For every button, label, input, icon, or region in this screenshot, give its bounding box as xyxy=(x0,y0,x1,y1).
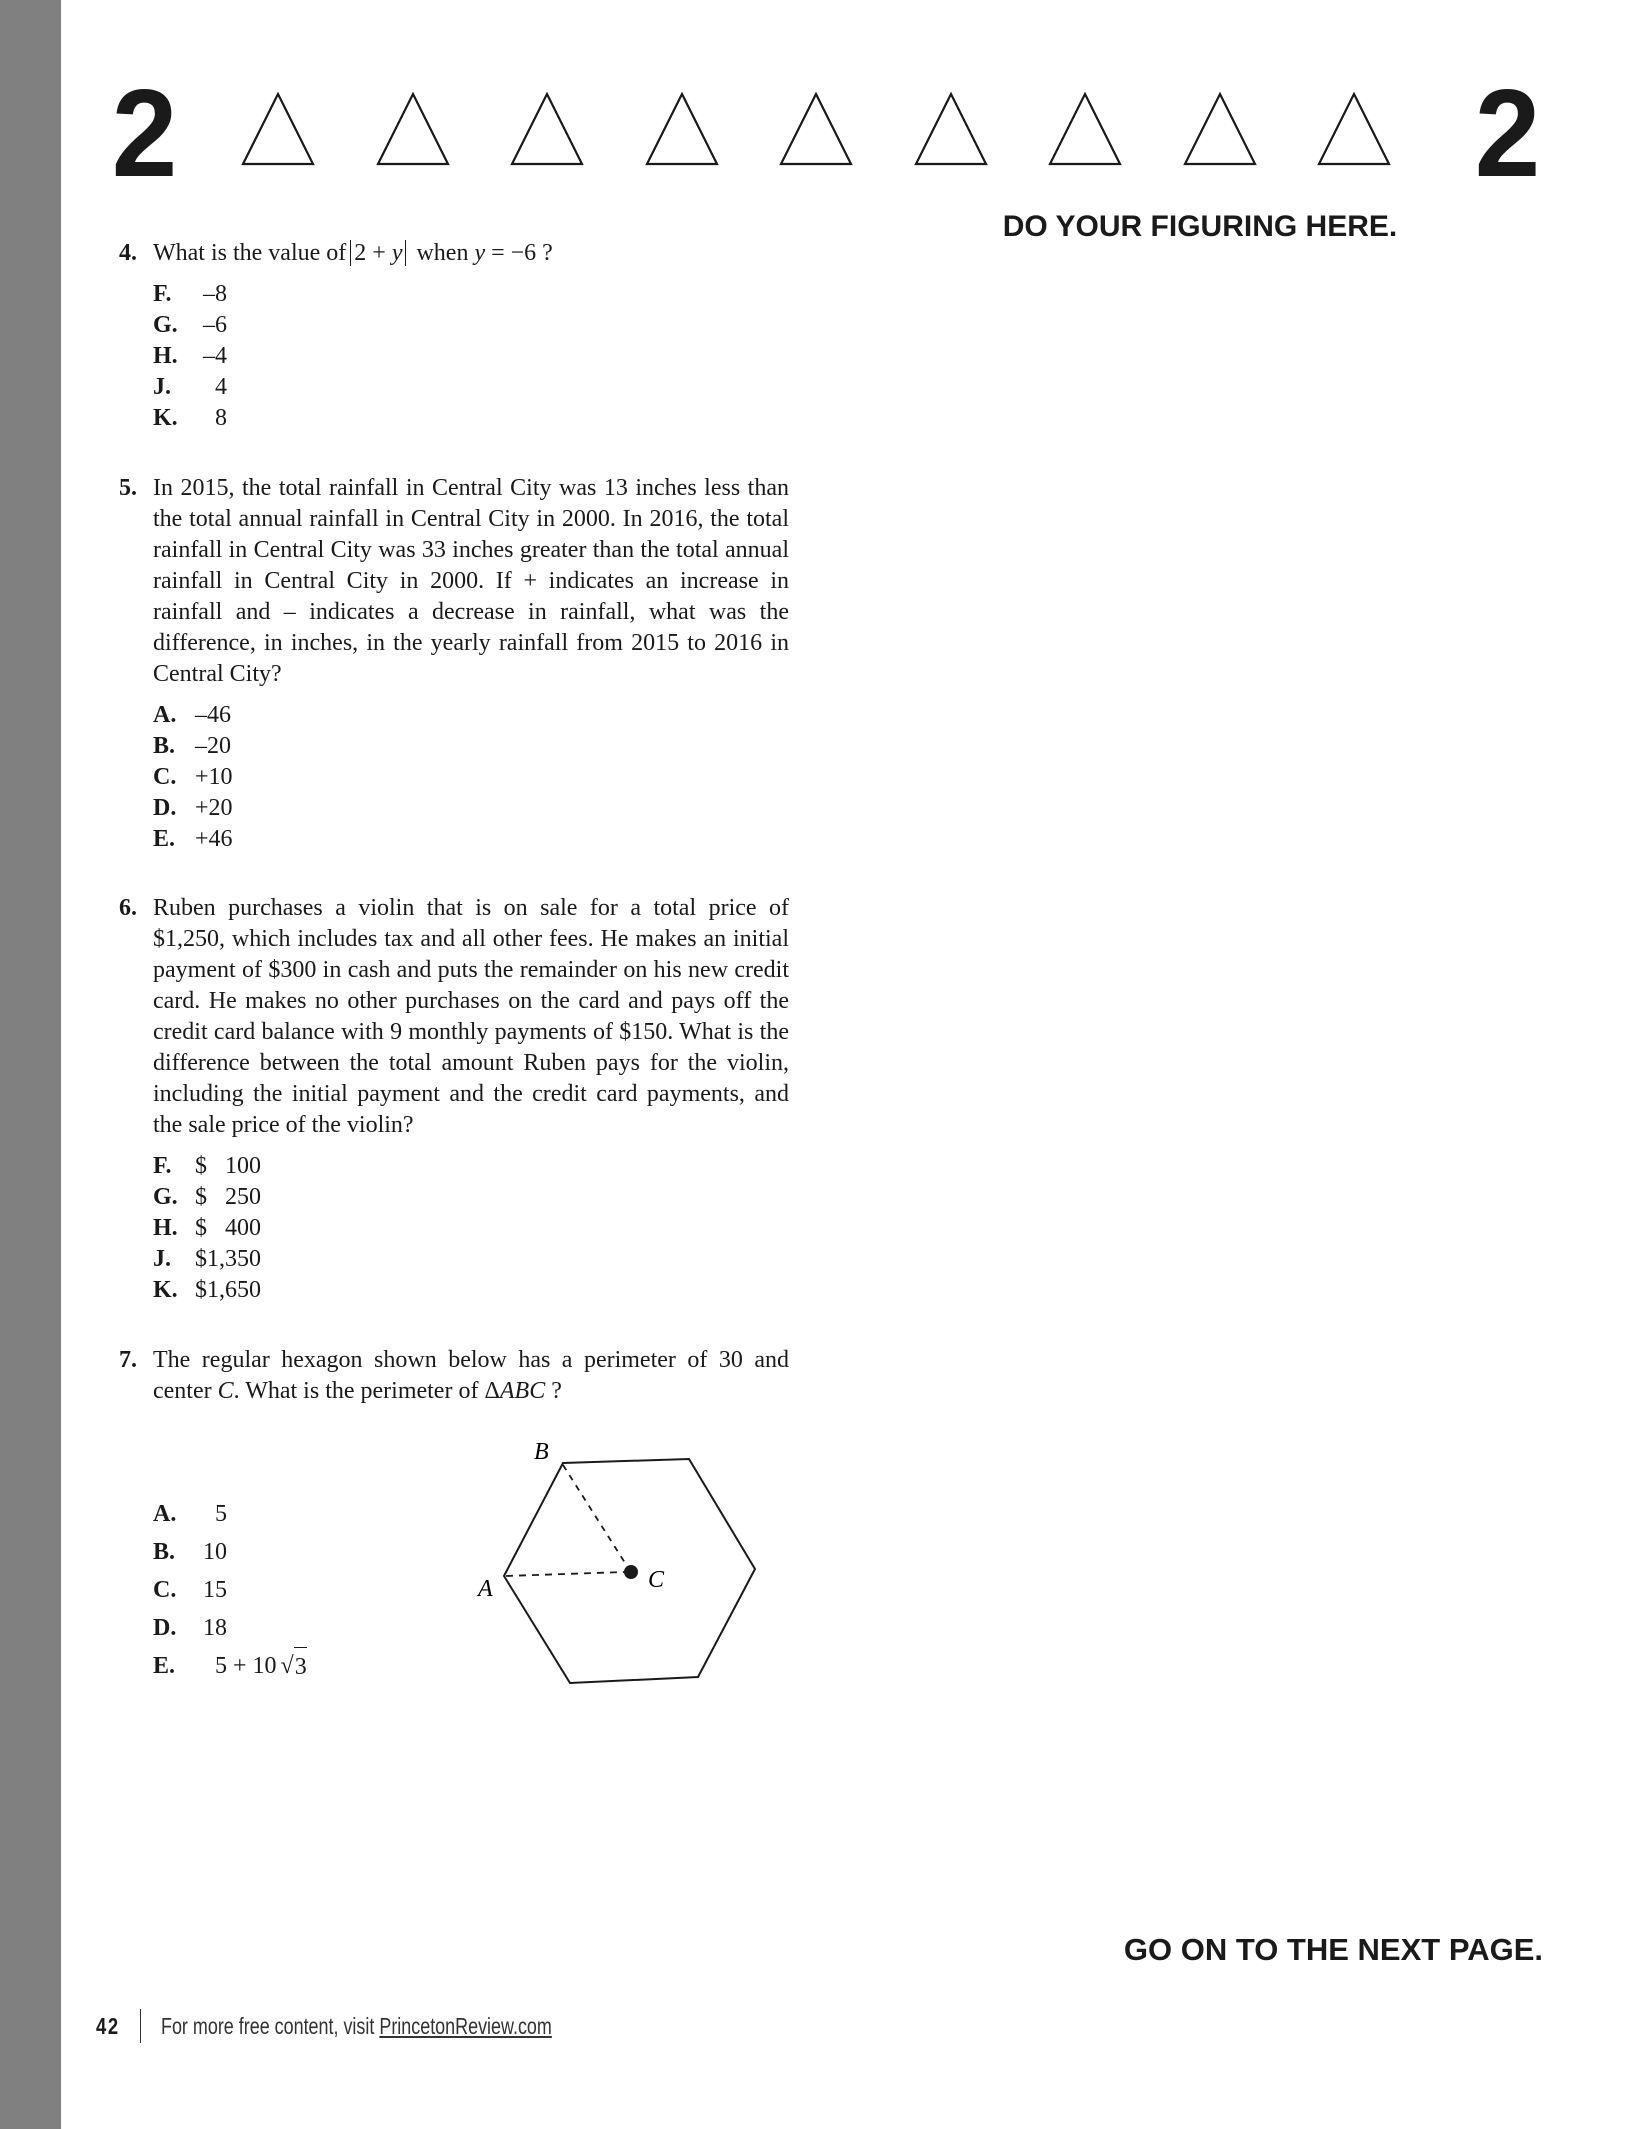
choice-value: –4 xyxy=(203,343,227,369)
footer-divider xyxy=(140,2009,141,2043)
answer-choice[interactable]: E. 5 + 10 √ 3 xyxy=(153,1647,789,1685)
choice-label: D. xyxy=(153,1615,177,1641)
question-number: 5. xyxy=(119,475,137,501)
choice-value: 10 xyxy=(203,1539,227,1565)
choice-label: K. xyxy=(153,405,178,431)
text: . What is the perimeter of Δ xyxy=(233,1378,500,1404)
choice-value: 15 xyxy=(203,1577,227,1603)
question-number: 6. xyxy=(119,895,137,921)
text: = −6 ? xyxy=(491,240,553,266)
label-c: C xyxy=(648,1567,665,1593)
choice-value: +10 xyxy=(195,764,233,790)
question-text: Ruben purchases a violin that is on sale for a total price of $1,250, which includes tax and all other fees. He makes an initial payment of $300 in cash and puts the remainder on his new credit card. He makes no other purchases on the card and pays off the credit card balance with 9 monthly payments of $150. What is the difference between the total amount Ruben pays for the violin, including the initial payment and the credit card payments, and the sale price of the violin? xyxy=(153,895,789,1138)
figuring-note: DO YOUR FIGURING HERE. xyxy=(1002,210,1398,243)
choice-value: 4 xyxy=(215,374,227,400)
question-text: In 2015, the total rainfall in Central City was 13 inches less than the total annual rainfall in Central City in 2000. In 2016, the total rainfall in Central City was 33 inches greater than the total annual rainfall in Central City in 2000. If + indicates an increase in rainfall and – indicates a decrease in rainfall, what was the difference, in inches, in the yearly rainfall from 2015 to 2016 in Central City? xyxy=(153,475,789,687)
text: when xyxy=(416,240,469,266)
expr: 2 + xyxy=(354,240,392,266)
text: ? xyxy=(545,1378,562,1404)
expr-var: y xyxy=(391,240,403,266)
center-point xyxy=(624,1565,638,1579)
label-a: A xyxy=(478,1576,493,1602)
choice-value: 18 xyxy=(203,1615,227,1641)
question-number: 7. xyxy=(119,1347,137,1373)
choice-label: D. xyxy=(153,795,177,821)
choice-label: K. xyxy=(153,1277,178,1303)
section-number-right: 2 xyxy=(1474,65,1541,203)
choice-value: –6 xyxy=(203,312,227,338)
choice-value: +20 xyxy=(195,795,233,821)
choice-value: $ 250 xyxy=(195,1184,261,1210)
choice-value: 8 xyxy=(215,405,227,431)
choice-label: A. xyxy=(153,1501,177,1527)
choice-value: $1,350 xyxy=(195,1246,261,1272)
choice-label: G. xyxy=(153,1184,178,1210)
choice-label: C. xyxy=(153,1577,177,1603)
text: The regular hexagon shown below has a perimeter of 30 and center xyxy=(153,1347,789,1404)
footer-text xyxy=(161,2013,552,2040)
choice-value: $1,650 xyxy=(195,1277,261,1303)
choice-label: E. xyxy=(153,1653,176,1679)
section-number-left: 2 xyxy=(111,65,178,203)
choice-label: F. xyxy=(153,1153,172,1179)
choice-label: H. xyxy=(153,343,178,369)
choice-value: –20 xyxy=(195,733,231,759)
princeton-review-link[interactable]: PrincetonReview.com xyxy=(378,2012,552,2039)
choice-value: –46 xyxy=(195,702,231,728)
footer xyxy=(96,2010,662,2042)
choice-label: B. xyxy=(153,733,176,759)
choice-label: B. xyxy=(153,1539,176,1565)
radicand: 3 xyxy=(294,1647,307,1685)
page-number: 42 xyxy=(96,2012,120,2039)
choice-label: J. xyxy=(153,374,171,400)
choice-label: G. xyxy=(153,312,178,338)
choice-label: F. xyxy=(153,281,172,307)
choice-value: –8 xyxy=(203,281,227,307)
choice-value: $ 400 xyxy=(195,1215,261,1241)
choice-value: +46 xyxy=(195,826,233,852)
choice-value: 5 + 10 xyxy=(215,1653,277,1679)
choice-label: A. xyxy=(153,702,177,728)
text: What is the value of xyxy=(153,240,347,266)
choice-label: E. xyxy=(153,826,176,852)
segment-bc xyxy=(563,1465,627,1566)
choice-label: H. xyxy=(153,1215,178,1241)
choice-value: 5 xyxy=(215,1501,227,1527)
go-on-note: GO ON TO THE NEXT PAGE. xyxy=(1123,1932,1543,1967)
var: ABC xyxy=(499,1378,546,1404)
question-number: 4. xyxy=(119,240,137,266)
var: C xyxy=(217,1378,234,1404)
choice-value: $ 100 xyxy=(195,1153,261,1179)
var: y xyxy=(474,240,486,266)
label-b: B xyxy=(534,1439,549,1465)
choice-label: J. xyxy=(153,1246,171,1272)
footer-label: For more free content, visit xyxy=(160,2012,379,2039)
choice-label: C. xyxy=(153,764,177,790)
segment-ac xyxy=(506,1572,625,1576)
